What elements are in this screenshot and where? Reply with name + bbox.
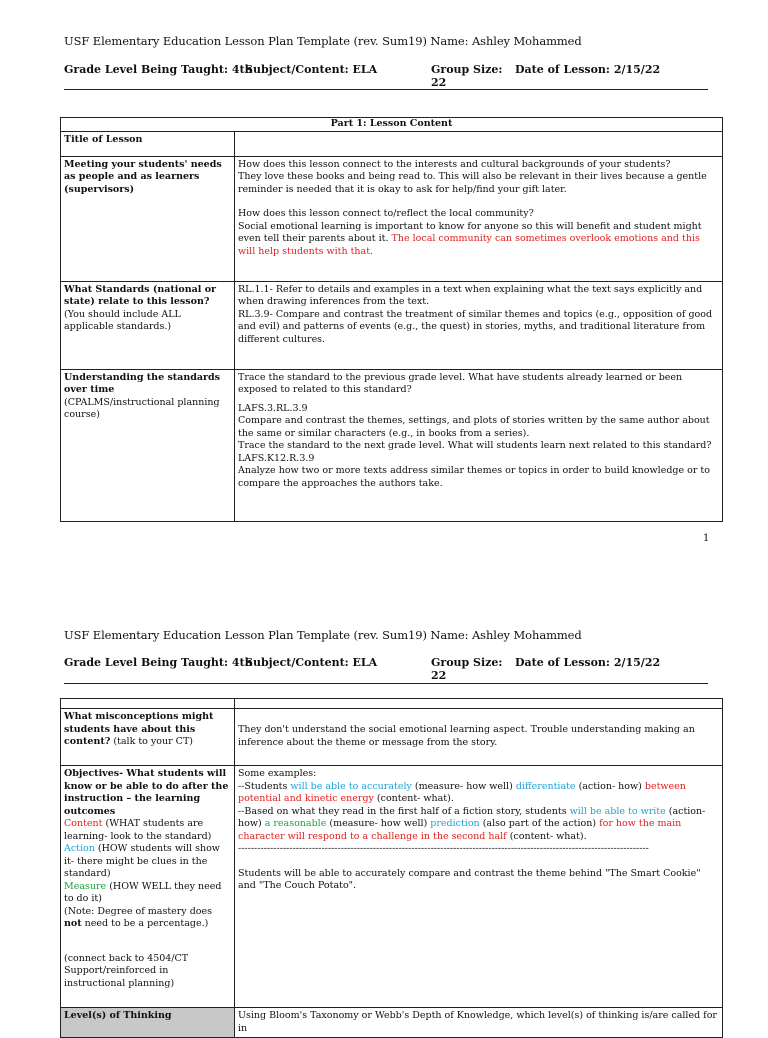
content-definition: (WHAT students are learning- look to the standard) <box>64 818 212 842</box>
ex2-content: for how the main character will respond to a challenge in the second half <box>238 818 682 842</box>
ex1-content: between potential and kinetic energy <box>238 780 686 805</box>
understanding-previous-code: LAFS.3.RL.3.9 <box>238 402 308 414</box>
ex1-measure: will be able to accurately <box>290 780 412 792</box>
misconceptions-note: (talk to your CT) <box>113 736 193 748</box>
examples-divider: -------------------------------------------------------------------------------------------------------------------------------- <box>238 843 649 855</box>
standard-rl-1-1: RL.1.1- Refer to details and examples in a text when explaining what the text says explicitly and when drawing inferences from the text. <box>238 283 703 308</box>
needs-answer-2-highlight: The local community can sometimes overlook emotions and this will help students with that. <box>238 233 700 257</box>
understanding-previous-q: Trace the standard to the previous grade level. What have students already learned or been exposed to related to this standard? <box>238 371 683 396</box>
student-needs-label: Meeting your students' needs as people and as learners (supervisors) <box>61 156 235 281</box>
needs-answer-1: They love these books and being read to. This will also be relevant in their lives because a gentle reminder is needed that it is okay to ask for help/find your gift later. <box>238 171 707 195</box>
ex1-b: (measure- how well) <box>411 780 516 792</box>
needs-answer-2-text: Social emotional learning is important to know for anyone so this will benefit and student might even tell their parents about it. <box>238 220 702 245</box>
ex1-d: (content- what). <box>373 793 454 805</box>
standards-content <box>235 281 723 369</box>
needs-question-2: How does this lesson connect to/reflect the local community? <box>238 208 534 220</box>
ex1-action: differentiate <box>515 780 576 792</box>
understanding-next-q: Trace the standard to the next grade level. What will students learn next related to this standard? <box>238 440 712 452</box>
blank-header-right <box>235 699 723 709</box>
understanding-label-cell <box>61 369 235 521</box>
objectives-label-cell <box>61 766 235 1008</box>
misconceptions-content: They don't understand the social emotional learning aspect. Trouble understanding making an inference about the theme or message from the story. <box>235 709 723 766</box>
objectives-measure-def <box>64 881 231 906</box>
group-size-label: Group Size: <box>431 656 503 669</box>
title-of-lesson-value <box>235 131 723 156</box>
grade-level: Grade Level Being Taught: 4th <box>64 63 253 76</box>
subject-content: Subject/Content: ELA <box>245 63 378 76</box>
objectives-label: Objectives- What students will know or be able to do after the instruction – the learning outcomes <box>64 768 229 817</box>
examples-intro: Some examples: <box>238 768 317 779</box>
ex1-c: (action- how) <box>575 780 645 792</box>
grade-level: Grade Level Being Taught: 4th <box>64 656 253 669</box>
ex2-e: (content- what). <box>506 830 587 842</box>
blank-header-left <box>61 699 235 709</box>
action-keyword: Action <box>64 843 95 855</box>
thinking-levels-content: Using Bloom's Taxonomy or Webb's Depth of Knowledge, which level(s) of thinking is/are called for in <box>235 1008 723 1038</box>
misconceptions-label-cell <box>61 709 235 766</box>
header-divider <box>64 683 708 684</box>
measure-keyword: Measure <box>64 880 107 892</box>
page2-header-title: USF Elementary Education Lesson Plan Template (rev. Sum19) Name: Ashley Mohammed <box>64 628 582 642</box>
objectives-content-def <box>64 818 231 843</box>
mastery-note-a: (Note: Degree of mastery does <box>64 905 212 917</box>
standards-label: What Standards (national or state) relate to this lesson? <box>64 283 217 308</box>
group-size-value: 22 <box>431 669 447 682</box>
group-size-value: 22 <box>431 76 447 89</box>
misconceptions-label: What misconceptions might students have about this content? <box>64 711 214 748</box>
understanding-next-text: Analyze how two or more texts address similar themes or topics in order to build knowledge or to compare the approaches the authors take. <box>238 465 710 489</box>
mastery-note-b: need to be a percentage.) <box>81 918 209 930</box>
ex2-prediction: prediction <box>430 818 480 830</box>
objectives-mastery-note <box>64 906 231 931</box>
measure-definition: (HOW WELL they need to do it) <box>64 880 222 905</box>
understanding-label: Understanding the standards over time <box>64 371 221 396</box>
ex2-b: (action- how) <box>238 805 706 830</box>
action-definition: (HOW students will show it- there might be clues in the standard) <box>64 843 220 880</box>
page1-header-title: USF Elementary Education Lesson Plan Template (rev. Sum19) Name: Ashley Mohammed <box>64 34 582 48</box>
ex2-measure: a reasonable <box>264 818 327 830</box>
understanding-next-code: LAFS.K12.R.3.9 <box>238 452 315 464</box>
ex1-a: --Students <box>238 780 291 792</box>
standards-label-cell <box>61 281 235 369</box>
page-number: 1 <box>703 533 710 544</box>
lesson-objective: Students will be able to accurately compare and contrast the theme behind "The Smart Cookie" and "The Couch Potato". <box>238 867 701 892</box>
example-1 <box>238 781 719 806</box>
needs-question-1: How does this lesson connect to the interests and cultural backgrounds of your students? <box>238 158 671 170</box>
student-needs-content <box>235 156 723 281</box>
understanding-previous-text: Compare and contrast the themes, settings, and plots of stories written by the same author about the same or similar characters (e.g., in books from a series). <box>238 415 710 439</box>
content-keyword: Content <box>64 818 103 830</box>
group-size-label: Group Size: <box>431 63 503 76</box>
standards-note: (You should include ALL applicable standards.) <box>64 308 181 333</box>
date-of-lesson: Date of Lesson: 2/15/22 <box>515 63 661 76</box>
standard-rl-3-9: RL.3.9- Compare and contrast the treatment of similar themes and topics (e.g., opposition of good and evil) and patterns of events (e.g., the quest) in stories, myths, and traditional literature from different cultures. <box>238 308 713 345</box>
lesson-objectives-table <box>60 698 723 1038</box>
objectives-action-def <box>64 843 231 881</box>
mastery-note-bold: not <box>64 918 82 930</box>
ex2-action: will be able to write <box>569 805 666 817</box>
understanding-note: (CPALMS/instructional planning course) <box>64 396 220 421</box>
ex2-d: (also part of the action) <box>479 818 600 830</box>
thinking-levels-label: Level(s) of Thinking <box>61 1008 235 1038</box>
lesson-content-table <box>60 117 723 522</box>
section-title: Part 1: Lesson Content <box>61 118 723 132</box>
needs-answer-2 <box>238 221 719 259</box>
ex2-a: --Based on what they read in the first half of a fiction story, students <box>238 805 570 817</box>
title-of-lesson-label: Title of Lesson <box>61 131 235 156</box>
ex2-c: (measure- how well) <box>326 818 431 830</box>
objectives-content <box>235 766 723 1008</box>
subject-content: Subject/Content: ELA <box>245 656 378 669</box>
example-2 <box>238 806 719 844</box>
understanding-content <box>235 369 723 521</box>
objectives-connect-note: (connect back to 4504/CT Support/reinforced in instructional planning) <box>64 952 189 989</box>
header-divider <box>64 89 708 90</box>
date-of-lesson: Date of Lesson: 2/15/22 <box>515 656 661 669</box>
